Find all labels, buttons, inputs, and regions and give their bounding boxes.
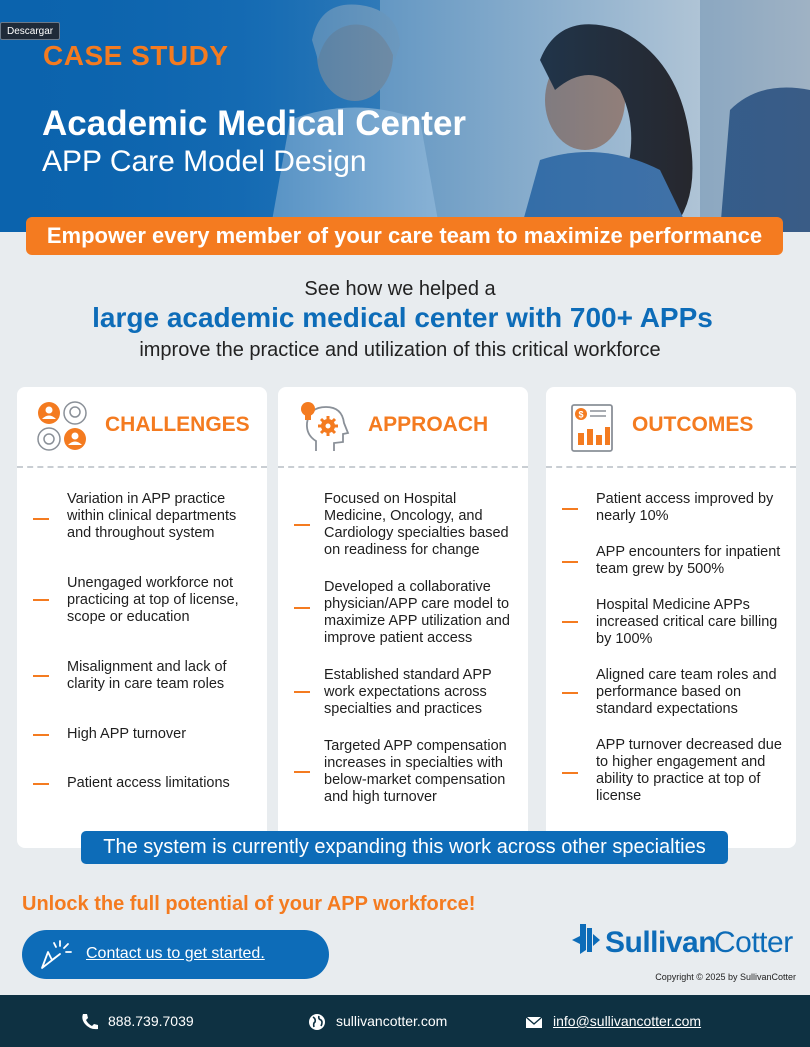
bullet-dash <box>33 599 49 601</box>
bullet-dash <box>33 518 49 520</box>
bullet-dash <box>294 524 310 526</box>
list-item-text: Targeted APP compensation increases in specialties with below-market compensation and high turnover <box>324 738 507 805</box>
email-link[interactable]: info@sullivancotter.com <box>553 1013 702 1029</box>
list-item-text: Developed a collaborative physician/APP care model to maximize APP utilization and improve patient access <box>324 579 510 646</box>
bullet-dash <box>562 508 578 510</box>
challenges-title: CHALLENGES <box>105 413 250 436</box>
contact-button[interactable] <box>22 930 329 979</box>
case-study-kicker: CASE STUDY <box>43 40 229 71</box>
outcomes-card-header <box>546 387 796 468</box>
logo-mark-icon <box>572 922 602 956</box>
expanding-banner: The system is currently expanding this work across other specialties <box>81 831 728 864</box>
globe-icon <box>308 1013 326 1031</box>
outcomes-title: OUTCOMES <box>632 413 754 436</box>
approach-card-header <box>278 387 528 468</box>
svg-text:$: $ <box>578 409 584 420</box>
page-title: Academic Medical Center <box>42 104 467 143</box>
bullet-dash <box>562 621 578 623</box>
hero-banner <box>0 0 810 232</box>
list-item-text: Unengaged workforce not practicing at top of license, scope or education <box>67 575 239 625</box>
list-item-text: Hospital Medicine APPs increased critical care billing by 100% <box>596 597 778 647</box>
list-item-text: Aligned care team roles and performance based on standard expectations <box>596 667 777 717</box>
bullet-dash <box>33 734 49 736</box>
bullet-dash <box>294 607 310 609</box>
website-text: sullivancotter.com <box>336 1013 448 1029</box>
list-item-text: High APP turnover <box>67 726 187 742</box>
approach-title: APPROACH <box>368 413 489 436</box>
bullet-dash <box>294 771 310 773</box>
people-network-icon <box>35 399 91 455</box>
unlock-heading: Unlock the full potential of your APP workforce! <box>22 893 476 915</box>
cursor-click-icon <box>36 938 72 974</box>
bullet-dash <box>562 561 578 563</box>
logo-word-cotter: Cotter <box>714 926 793 959</box>
bullet-dash <box>294 691 310 693</box>
footer <box>0 995 810 1047</box>
outcomes-card <box>546 387 796 848</box>
intro-line-1: See how we helped a <box>304 278 496 300</box>
challenges-card-header <box>17 387 267 468</box>
report-chart-icon <box>564 399 620 455</box>
list-item-text: Established standard APP work expectations across specialties and practices <box>324 667 492 717</box>
logo-word-sullivan: Sullivan <box>605 926 717 959</box>
mail-icon <box>525 1015 543 1031</box>
phone-number: 888.739.7039 <box>108 1013 194 1029</box>
bullet-dash <box>33 783 49 785</box>
contact-link[interactable]: Contact us to get started. <box>86 945 265 962</box>
bullet-dash <box>33 675 49 677</box>
bullet-dash <box>562 692 578 694</box>
phone-icon <box>80 1013 100 1031</box>
list-item-text: APP encounters for inpatient team grew by 500% <box>596 544 781 577</box>
list-item-text: APP turnover decreased due to higher engagement and ability to practice at top of license <box>596 737 782 804</box>
copyright-text: Copyright © 2025 by SullivanCotter <box>655 972 796 982</box>
list-item-text: Misalignment and lack of clarity in care team roles <box>67 659 227 692</box>
page-subtitle: APP Care Model Design <box>42 145 367 178</box>
intro-line-3: improve the practice and utilization of this critical workforce <box>139 339 661 361</box>
intro-headline: large academic medical center with 700+ APPs <box>92 302 713 333</box>
list-item-text: Patient access limitations <box>67 775 230 791</box>
challenges-card <box>17 387 267 848</box>
approach-card <box>278 387 528 848</box>
download-button[interactable]: Descargar <box>0 22 60 40</box>
list-item-text: Patient access improved by nearly 10% <box>596 491 774 524</box>
tagline-banner: Empower every member of your care team to maximize performance <box>26 217 783 255</box>
sullivancotter-logo <box>572 920 800 964</box>
list-item-text: Variation in APP practice within clinical departments and throughout system <box>67 491 237 541</box>
bullet-dash <box>562 772 578 774</box>
head-gear-lightbulb-icon <box>298 399 354 455</box>
list-item-text: Focused on Hospital Medicine, Oncology, and Cardiology specialties based on readiness for change <box>324 491 509 558</box>
